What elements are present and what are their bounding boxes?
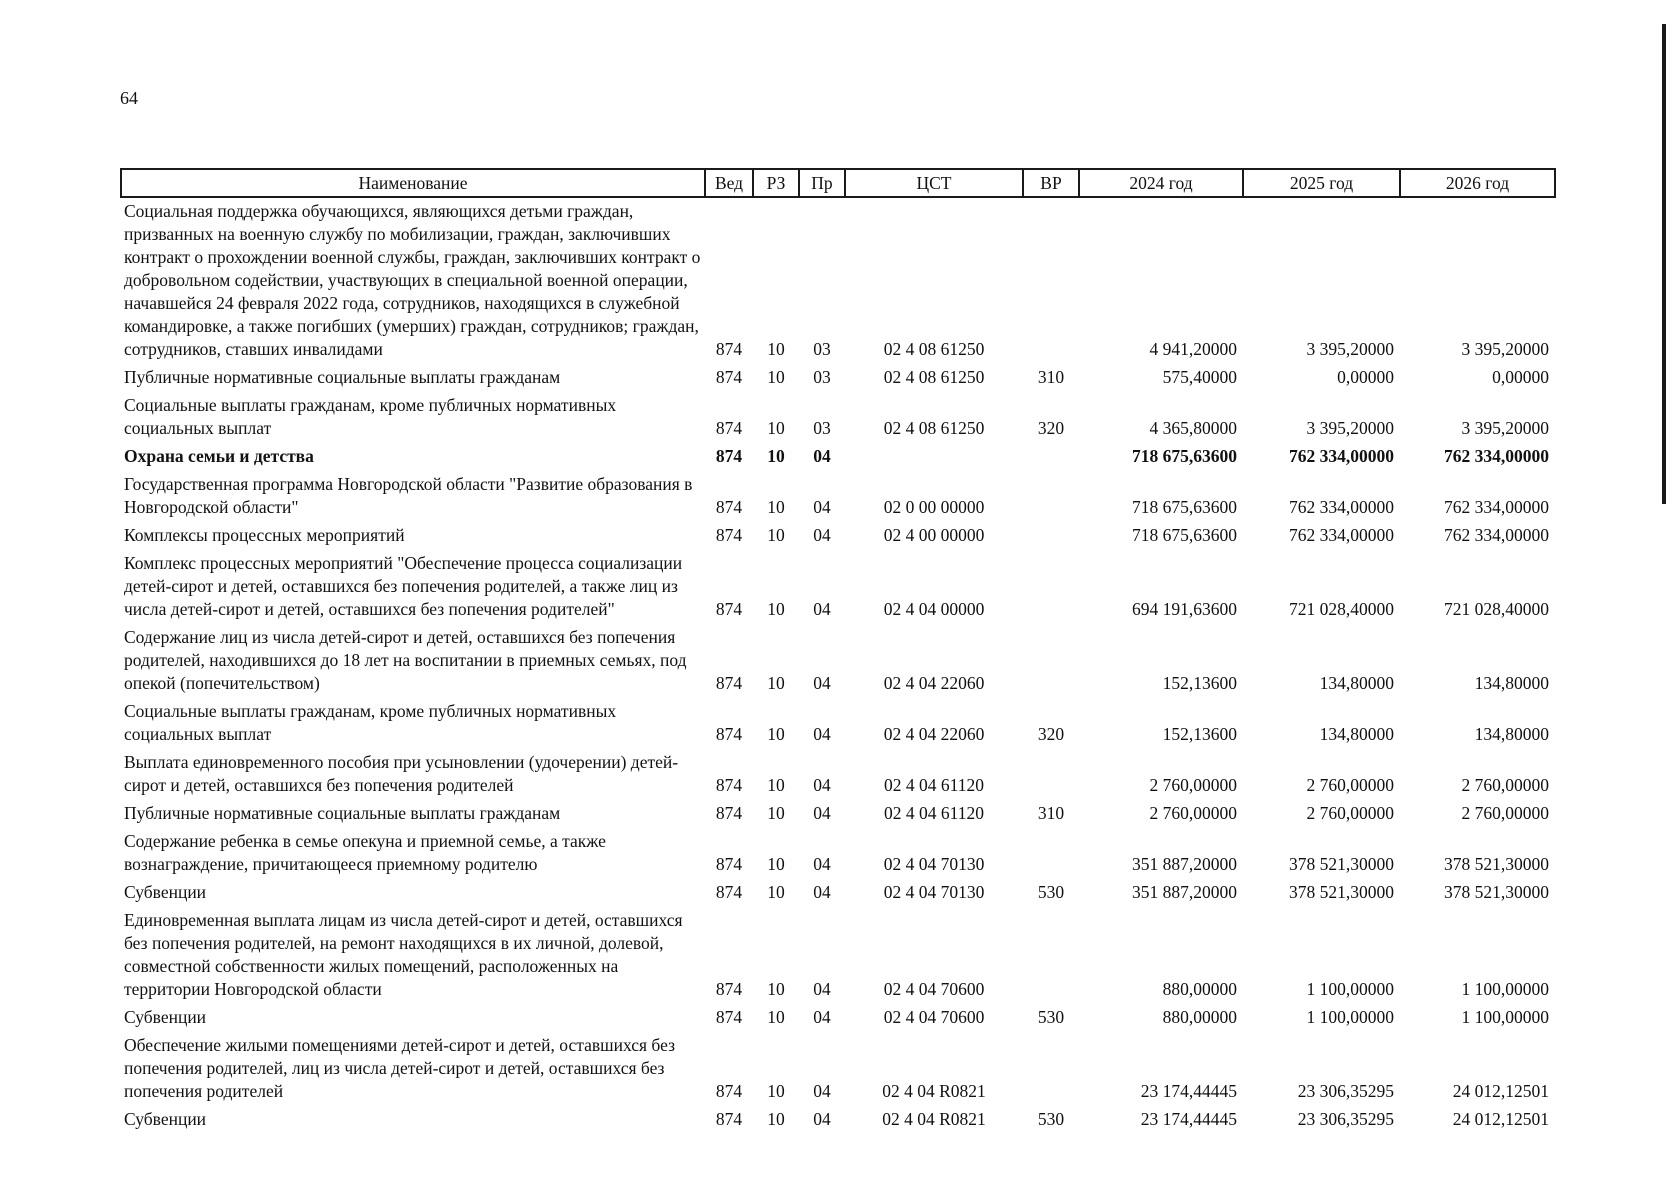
row-name: Комплексы процессных мероприятий (124, 525, 405, 545)
row-pr: 04 (813, 979, 831, 999)
row-amount-2026: 762 334,00000 (1444, 497, 1549, 517)
row-cst: 02 0 00 00000 (883, 497, 985, 517)
table-body (121, 197, 1555, 1134)
table-row (121, 800, 1555, 828)
row-ved: 874 (715, 1109, 743, 1129)
header-2024: 2024 год (1079, 169, 1243, 197)
row-amount-2025: 134,80000 (1319, 673, 1394, 693)
row-amount-2025: 0,00000 (1337, 367, 1394, 387)
row-vr: 530 (1037, 1007, 1065, 1027)
row-amount-2024: 4 365,80000 (1149, 418, 1237, 438)
row-pr: 04 (813, 673, 831, 693)
row-ved: 874 (715, 525, 743, 545)
row-rz: 10 (767, 1109, 785, 1129)
row-amount-2025: 3 395,20000 (1306, 339, 1394, 359)
row-name: Публичные нормативные социальные выплаты гражданам (124, 367, 561, 387)
row-name: Единовременная выплата лицам из числа детей-сирот и детей, оставшихся без попечения родителей, на ремонт находящихся в их личной, долевой, совместной собственности жилых помещений, расположенных на территории Новгородской области (124, 910, 683, 999)
row-cst: 02 4 04 70600 (883, 979, 985, 999)
row-pr: 04 (813, 724, 831, 744)
row-amount-2024: 2 760,00000 (1149, 775, 1237, 795)
row-amount-2025: 3 395,20000 (1306, 418, 1394, 438)
row-amount-2026: 378 521,30000 (1444, 854, 1549, 874)
row-ved: 874 (715, 854, 743, 874)
row-rz: 10 (767, 803, 785, 823)
table-row (121, 907, 1555, 1004)
row-pr: 04 (813, 525, 831, 545)
row-amount-2024: 718 675,63600 (1132, 446, 1237, 466)
row-vr (1023, 907, 1079, 1004)
row-amount-2026: 378 521,30000 (1444, 882, 1549, 902)
row-cst: 02 4 04 61120 (884, 803, 984, 823)
table-row (121, 828, 1555, 879)
table-row (121, 1106, 1555, 1134)
row-rz: 10 (767, 854, 785, 874)
row-name: Содержание лиц из числа детей-сирот и детей, оставшихся без попечения родителей, находившихся до 18 лет на воспитании в приемных семьях, под опекой (попечительством) (124, 627, 687, 693)
row-ved: 874 (715, 775, 743, 795)
row-rz: 10 (767, 497, 785, 517)
row-vr: 530 (1037, 882, 1065, 902)
budget-table (120, 168, 1556, 1134)
row-name: Содержание ребенка в семье опекуна и приемной семье, а также вознаграждение, причитающееся приемному родителю (124, 831, 606, 874)
row-vr: 310 (1037, 803, 1065, 823)
table-row (121, 1004, 1555, 1032)
row-rz: 10 (767, 882, 785, 902)
row-ved: 874 (715, 1081, 743, 1101)
row-cst (845, 443, 1023, 471)
row-amount-2025: 2 760,00000 (1306, 803, 1394, 823)
row-rz: 10 (767, 979, 785, 999)
row-amount-2025: 721 028,40000 (1289, 599, 1394, 619)
row-rz: 10 (767, 367, 785, 387)
row-ved: 874 (715, 599, 743, 619)
row-pr: 03 (813, 339, 831, 359)
row-amount-2025: 762 334,00000 (1289, 446, 1394, 466)
row-name: Социальные выплаты гражданам, кроме публичных нормативных социальных выплат (124, 701, 617, 744)
row-amount-2025: 762 334,00000 (1289, 497, 1394, 517)
row-amount-2024: 575,40000 (1162, 367, 1237, 387)
row-cst: 02 4 04 22060 (883, 724, 985, 744)
row-rz: 10 (767, 339, 785, 359)
row-amount-2024: 880,00000 (1162, 1007, 1237, 1027)
row-amount-2025: 378 521,30000 (1289, 882, 1394, 902)
header-cst: ЦСТ (845, 169, 1023, 197)
row-ved: 874 (715, 339, 743, 359)
row-amount-2024: 880,00000 (1162, 979, 1237, 999)
row-ved: 874 (715, 446, 743, 466)
row-rz: 10 (767, 599, 785, 619)
row-vr: 320 (1037, 724, 1065, 744)
page-number: 64 (120, 88, 138, 108)
row-pr: 03 (813, 418, 831, 438)
row-amount-2026: 721 028,40000 (1444, 599, 1549, 619)
row-pr: 04 (813, 1081, 831, 1101)
table-row (121, 197, 1555, 364)
row-vr (1023, 828, 1079, 879)
row-rz: 10 (767, 446, 785, 466)
table-row (121, 522, 1555, 550)
row-name: Субвенции (124, 1109, 207, 1129)
row-name: Охрана семьи и детства (124, 446, 314, 466)
row-amount-2026: 1 100,00000 (1461, 1007, 1549, 1027)
row-vr: 320 (1037, 418, 1065, 438)
row-amount-2026: 762 334,00000 (1444, 525, 1549, 545)
row-vr (1023, 749, 1079, 800)
header-rz: РЗ (753, 169, 799, 197)
row-amount-2024: 718 675,63600 (1132, 525, 1237, 545)
row-amount-2024: 23 174,44445 (1140, 1081, 1237, 1101)
row-name: Публичные нормативные социальные выплаты гражданам (124, 803, 561, 823)
row-cst: 02 4 08 61250 (883, 367, 985, 387)
row-name: Социальные выплаты гражданам, кроме публичных нормативных социальных выплат (124, 395, 617, 438)
row-cst: 02 4 08 61250 (883, 339, 985, 359)
row-cst: 02 4 00 00000 (883, 525, 985, 545)
row-amount-2026: 2 760,00000 (1461, 803, 1549, 823)
row-rz: 10 (767, 1081, 785, 1101)
row-amount-2025: 378 521,30000 (1289, 854, 1394, 874)
table-row (121, 392, 1555, 443)
row-vr (1023, 471, 1079, 522)
table-row (121, 879, 1555, 907)
row-amount-2026: 762 334,00000 (1444, 446, 1549, 466)
row-pr: 04 (813, 854, 831, 874)
row-amount-2025: 762 334,00000 (1289, 525, 1394, 545)
row-amount-2026: 0,00000 (1492, 367, 1549, 387)
row-cst: 02 4 04 61120 (884, 775, 984, 795)
row-amount-2024: 4 941,20000 (1149, 339, 1237, 359)
row-rz: 10 (767, 775, 785, 795)
table-row (121, 550, 1555, 624)
row-amount-2025: 1 100,00000 (1306, 1007, 1394, 1027)
row-cst: 02 4 04 00000 (883, 599, 985, 619)
table-row (121, 749, 1555, 800)
table-row (121, 624, 1555, 698)
table-row (121, 471, 1555, 522)
row-ved: 874 (715, 673, 743, 693)
row-cst: 02 4 08 61250 (883, 418, 985, 438)
row-ved: 874 (715, 803, 743, 823)
row-amount-2025: 2 760,00000 (1306, 775, 1394, 795)
row-pr: 04 (813, 599, 831, 619)
row-ved: 874 (715, 1007, 743, 1027)
header-name: Наименование (121, 169, 705, 197)
row-cst: 02 4 04 70130 (883, 882, 985, 902)
row-amount-2024: 718 675,63600 (1132, 497, 1237, 517)
row-amount-2024: 152,13600 (1162, 673, 1237, 693)
table-row (121, 443, 1555, 471)
row-vr: 310 (1037, 367, 1065, 387)
row-rz: 10 (767, 1007, 785, 1027)
row-name: Выплата единовременного пособия при усыновлении (удочерении) детей-сирот и детей, оставшихся без попечения родителей (124, 752, 679, 795)
row-vr (1023, 624, 1079, 698)
row-amount-2026: 24 012,12501 (1452, 1109, 1549, 1129)
row-pr: 04 (813, 497, 831, 517)
row-pr: 04 (813, 1109, 831, 1129)
table-row (121, 1032, 1555, 1106)
row-ved: 874 (715, 979, 743, 999)
row-ved: 874 (715, 367, 743, 387)
row-amount-2026: 1 100,00000 (1461, 979, 1549, 999)
row-cst: 02 4 04 R0821 (882, 1081, 986, 1101)
header-pr: Пр (799, 169, 845, 197)
row-cst: 02 4 04 70600 (883, 1007, 985, 1027)
row-amount-2024: 351 887,20000 (1132, 854, 1237, 874)
row-rz: 10 (767, 673, 785, 693)
row-ved: 874 (715, 724, 743, 744)
table-header-row (121, 169, 1555, 197)
row-cst: 02 4 04 22060 (883, 673, 985, 693)
row-vr (1023, 550, 1079, 624)
row-amount-2026: 3 395,20000 (1461, 339, 1549, 359)
row-cst: 02 4 04 70130 (883, 854, 985, 874)
row-amount-2025: 23 306,35295 (1297, 1109, 1394, 1129)
header-2025: 2025 год (1243, 169, 1400, 197)
row-ved: 874 (715, 418, 743, 438)
row-ved: 874 (715, 497, 743, 517)
row-vr: 530 (1037, 1109, 1065, 1129)
table-row (121, 698, 1555, 749)
row-name: Субвенции (124, 882, 207, 902)
row-amount-2024: 2 760,00000 (1149, 803, 1237, 823)
row-amount-2025: 134,80000 (1319, 724, 1394, 744)
row-amount-2026: 3 395,20000 (1461, 418, 1549, 438)
header-vr: ВР (1023, 169, 1079, 197)
header-2026: 2026 год (1400, 169, 1555, 197)
scan-edge-line (1662, 24, 1666, 504)
row-amount-2026: 134,80000 (1474, 724, 1549, 744)
row-amount-2024: 152,13600 (1162, 724, 1237, 744)
row-amount-2024: 23 174,44445 (1140, 1109, 1237, 1129)
row-pr: 04 (813, 1007, 831, 1027)
row-name: Государственная программа Новгородской области "Развитие образования в Новгородской области" (124, 474, 693, 517)
row-amount-2026: 134,80000 (1474, 673, 1549, 693)
row-rz: 10 (767, 418, 785, 438)
row-pr: 04 (813, 803, 831, 823)
row-amount-2024: 694 191,63600 (1132, 599, 1237, 619)
row-name: Социальная поддержка обучающихся, являющихся детьми граждан, призванных на военную службу по мобилизации, граждан, заключивших контракт о прохождении военной службы, граждан, заключивших контракт о добровольном содействии, участвующих в специальной военной операции, начавшейся 24 февраля 2022 года, сотрудников, находящихся в служебной командировке, а также погибших (умерших) граждан, сотрудников; граждан, сотрудников, ставших инвалидами (124, 201, 701, 359)
row-name: Обеспечение жилыми помещениями детей-сирот и детей, оставшихся без попечения родителей, лиц из числа детей-сирот и детей, оставшихся без попечения родителей (124, 1035, 675, 1101)
row-amount-2025: 23 306,35295 (1297, 1081, 1394, 1101)
row-rz: 10 (767, 525, 785, 545)
row-vr (1023, 443, 1079, 471)
row-rz: 10 (767, 724, 785, 744)
row-amount-2026: 24 012,12501 (1452, 1081, 1549, 1101)
row-vr (1023, 1032, 1079, 1106)
row-pr: 03 (813, 367, 831, 387)
row-vr (1023, 197, 1079, 364)
row-ved: 874 (715, 882, 743, 902)
row-amount-2025: 1 100,00000 (1306, 979, 1394, 999)
row-cst: 02 4 04 R0821 (882, 1109, 986, 1129)
row-amount-2026: 2 760,00000 (1461, 775, 1549, 795)
header-ved: Вед (705, 169, 753, 197)
table-row (121, 364, 1555, 392)
row-pr: 04 (813, 446, 831, 466)
row-amount-2024: 351 887,20000 (1132, 882, 1237, 902)
row-pr: 04 (813, 775, 831, 795)
row-pr: 04 (813, 882, 831, 902)
row-name: Комплекс процессных мероприятий "Обеспечение процесса социализации детей-сирот и детей, оставшихся без попечения родителей, а также лиц из числа детей-сирот и детей, оставшихся без попечения родителей" (124, 553, 683, 619)
row-name: Субвенции (124, 1007, 207, 1027)
row-vr (1023, 522, 1079, 550)
